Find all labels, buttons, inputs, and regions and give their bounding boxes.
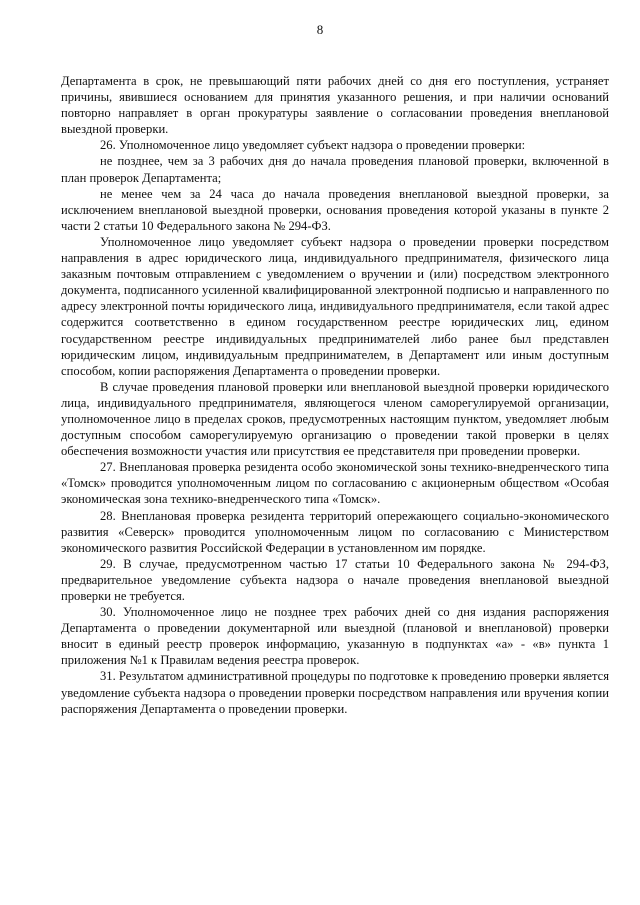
paragraph-27: 27. Внеплановая проверка резидента особо экономической зоны технико-внедренческого типа «Томск» проводится уполномоченным лицом по согласованию с акционерным обществом «Особая экономическая зона технико-внедренческого типа «Томск». bbox=[61, 460, 609, 507]
paragraph-31: 31. Результатом административной процедуры по подготовке к проведению проверки является уведомление субъекта надзора о проведении проверки посредством направления или вручения копии распоряжения Департамента о проведении проверки. bbox=[61, 669, 609, 716]
paragraph-28: 28. Внеплановая проверка резидента территорий опережающего социально-экономического развития «Северск» проводится уполномоченным лицом по согласованию с Министерством экономического развития Российской Федерации в установленном им порядке. bbox=[61, 508, 609, 555]
paragraph-sro-notification: В случае проведения плановой проверки или внеплановой выездной проверки юридического лица, индивидуального предпринимателя, являющегося членом саморегулируемой организации, уполномоченное лицо в пределах сроков, предусмотренных настоящим пунктом, уведомляет любым доступным способом саморегулируемую организацию о проведении такой проверки в целях обеспечения возможности участия или присутствия ее представителя при проведении проверки. bbox=[61, 379, 609, 459]
paragraph-notification-method: Уполномоченное лицо уведомляет субъект надзора о проведении проверки посредством направления в адрес юридического лица, индивидуального предпринимателя, физического лица заказным почтовым отправлением с уведомлением о вручении и (или) посредством электронного документа, подписанного усиленной квалифицированной электронной подписью и направленного по адресу электронной почты юридического лица, индивидуального предпринимателя, если такой адрес содержится соответственно в едином государственном реестре юридических лиц, едином государственном реестре индивидуальных предпринимателей либо ранее был представлен юридическим лицом, индивидуальным предпринимателем, в Департамент или иным доступным способом, копии распоряжения Департамента о проведении проверки. bbox=[61, 234, 609, 378]
paragraph-26-item-planned: не позднее, чем за 3 рабочих дня до начала проведения плановой проверки, включенной в план проверок Департамента; bbox=[61, 154, 609, 185]
paragraph-continuation: Департамента в срок, не превышающий пяти рабочих дней со дня его поступления, устраняет причины, явившиеся основанием для принятия указанного решения, и при наличии оснований повторно направляет в орган прокуратуры заявление о согласовании проведения внеплановой выездной проверки. bbox=[61, 74, 609, 137]
document-body bbox=[61, 73, 609, 717]
paragraph-29: 29. В случае, предусмотренном частью 17 статьи 10 Федерального закона № 294-ФЗ, предварительное уведомление субъекта надзора о начале проведения внеплановой выездной проверки не требуется. bbox=[61, 556, 609, 603]
paragraph-30: 30. Уполномоченное лицо не позднее трех рабочих дней со дня издания распоряжения Департамента о проведении документарной или выездной (плановой и внеплановой) проверки вносит в единый реестр проверок информацию, указанную в подпунктах «а» - «в» пункта 1 приложения №1 к Правилам ведения реестра проверок. bbox=[61, 605, 609, 668]
paragraph-26-item-unplanned: не менее чем за 24 часа до начала проведения внеплановой выездной проверки, за исключением внеплановой выездной проверки, основания проведения которой указаны в пункте 2 части 2 статьи 10 Федерального закона № 294-ФЗ. bbox=[61, 186, 609, 233]
page-number: 8 bbox=[316, 22, 324, 37]
paragraph-26: 26. Уполномоченное лицо уведомляет субъект надзора о проведении проверки: bbox=[100, 138, 526, 153]
